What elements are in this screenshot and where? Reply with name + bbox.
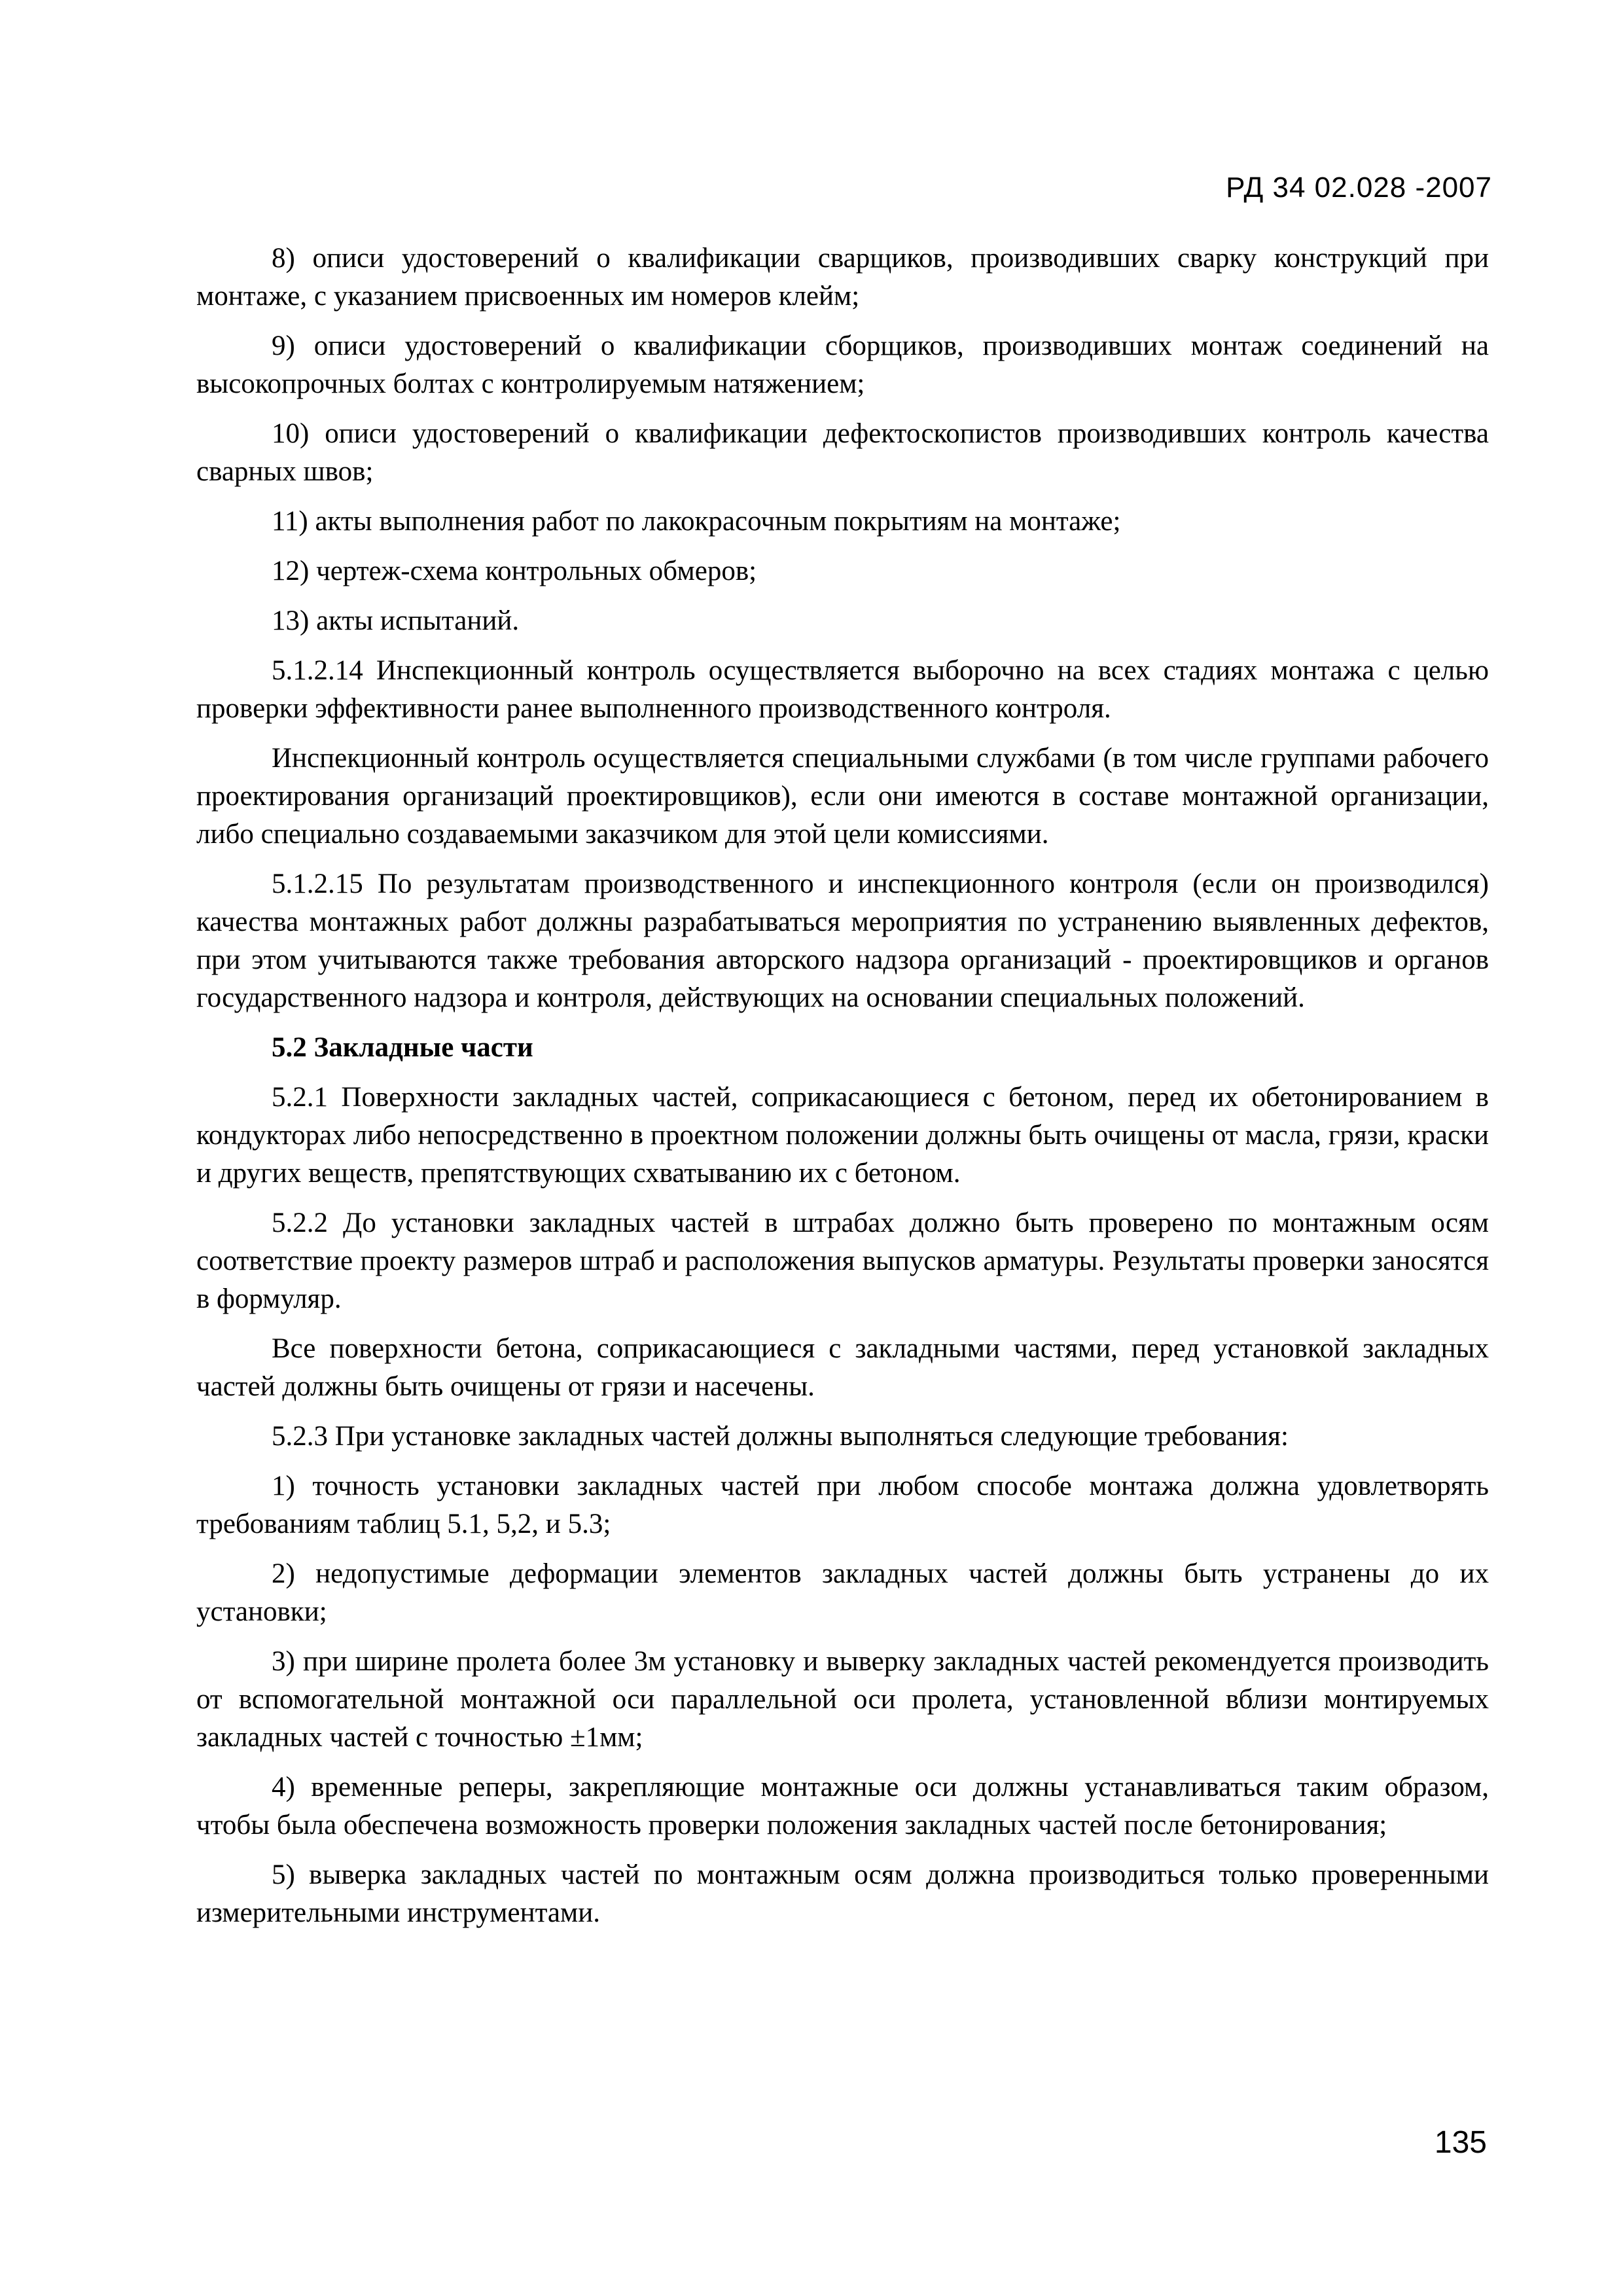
- list-item-9: 9) описи удостоверений о квалификации сборщиков, производивших монтаж соединений на высокопрочных болтах с контролируемым натяжением;: [196, 331, 1489, 399]
- clause-5-1-2-14: 5.1.2.14 Инспекционный контроль осуществляется выборочно на всех стадиях монтажа с целью проверки эффективности ранее выполненного производственного контроля.: [196, 655, 1489, 724]
- requirement-item-1: 1) точность установки закладных частей при любом способе монтажа должна удовлетворять требованиям таблиц 5.1, 5,2, и 5.3;: [196, 1471, 1489, 1539]
- section-heading-5-2: 5.2 Закладные части: [272, 1032, 533, 1063]
- requirement-item-3: 3) при ширине пролета более 3м установку и выверку закладных частей рекомендуется производить от вспомогательной монтажной оси параллельной оси пролета, установленной вблизи монтируемых закладных частей с точностью ±1мм;: [196, 1646, 1489, 1753]
- list-item-8: 8) описи удостоверений о квалификации сварщиков, производивших сварку конструкций при монтаже, с указанием присвоенных им номеров клейм;: [196, 243, 1489, 312]
- list-item-11: 11) акты выполнения работ по лакокрасочным покрытиям на монтаже;: [272, 506, 1121, 537]
- clause-5-2-1: 5.2.1 Поверхности закладных частей, соприкасающиеся с бетоном, перед их обетонированием в кондукторах либо непосредственно в проектном положении должны быть очищены от масла, грязи, краски и других веществ, препятствующих схватыванию их с бетоном.: [196, 1082, 1489, 1189]
- paragraph-concrete-surfaces: Все поверхности бетона, соприкасающиеся с закладными частями, перед установкой закладных частей должны быть очищены от грязи и насечены.: [196, 1333, 1489, 1402]
- list-item-12: 12) чертеж-схема контрольных обмеров;: [272, 556, 757, 586]
- requirement-item-4: 4) временные реперы, закрепляющие монтажные оси должны устанавливаться таким образом, чтобы была обеспечена возможность проверки положения закладных частей после бетонирования;: [196, 1772, 1489, 1840]
- document-code-header: РД 34 02.028 -2007: [1226, 171, 1492, 204]
- document-body: [196, 240, 1489, 1944]
- paragraph-inspection-control: Инспекционный контроль осуществляется специальными службами (в том числе группами рабочего проектирования организаций проектировщиков), если они имеются в составе монтажной организации, либо специально создаваемыми заказчиком для этой цели комиссиями.: [196, 743, 1489, 850]
- clause-5-1-2-15: 5.1.2.15 По результатам производственного и инспекционного контроля (если он производился) качества монтажных работ должны разрабатываться мероприятия по устранению выявленных дефектов, при этом учитываются также требования авторского надзора организаций - проектировщиков и органов государственного надзора и контроля, действующих на основании специальных положений.: [196, 869, 1489, 1013]
- page-number: 135: [1434, 2125, 1487, 2160]
- clause-5-2-2: 5.2.2 До установки закладных частей в штрабах должно быть проверено по монтажным осям соответствие проекту размеров штраб и расположения выпусков арматуры. Результаты проверки заносятся в формуляр.: [196, 1208, 1489, 1314]
- requirement-item-5: 5) выверка закладных частей по монтажным осям должна производиться только проверенными измерительными инструментами.: [196, 1859, 1489, 1928]
- list-item-13: 13) акты испытаний.: [272, 605, 520, 636]
- list-item-10: 10) описи удостоверений о квалификации дефектоскопистов производивших контроль качества сварных швов;: [196, 418, 1489, 487]
- clause-5-2-3: 5.2.3 При установке закладных частей должны выполняться следующие требования:: [272, 1421, 1289, 1452]
- requirement-item-2: 2) недопустимые деформации элементов закладных частей должны быть устранены до их установки;: [196, 1558, 1489, 1627]
